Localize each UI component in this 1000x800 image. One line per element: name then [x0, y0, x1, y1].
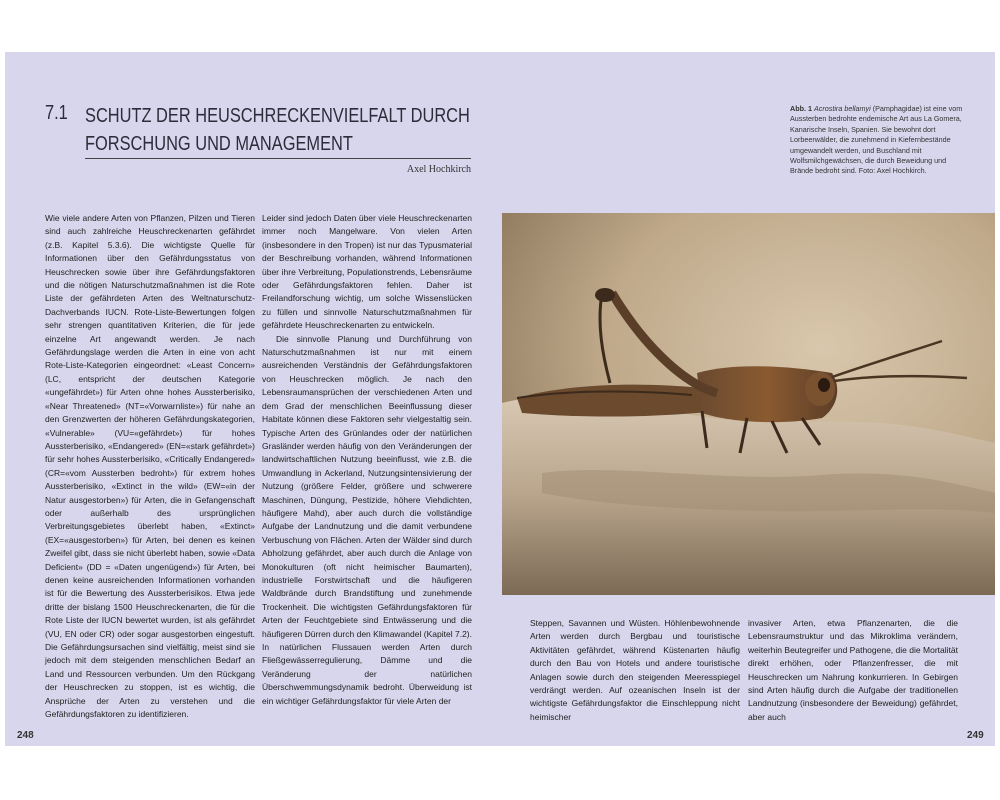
book-spread: [5, 52, 995, 746]
caption-text: (Pamphagidae) ist eine vom Aussterben bedrohte endemische Art aus La Gomera, Kanarische Inseln, Spanien. Sie bewohnt dort Lorbeerwälder, die zunehmend in Kiefernbestände umgewandelt werden, und Buschland mit Wolfsmilchgewächsen, die durch Beweidung und Brände bedroht sind. Foto: Axel Hochkirch.: [790, 104, 963, 176]
paragraph: invasiver Arten, etwa Pflanzenarten, die die Lebensraumstruktur und das Mikroklima verändern, weiterhin Beutegreifer und Pathogene, die die Mortalität direkt erhöhen, oder Pflanzenfresser, die mit Heuschrecken um Nahrung konkurrieren. In Gebirgen sind Arten häufig durch die Aufgabe der traditionellen Landnutzung (insbesondere der Beweidung) gefährdet, aber auch: [748, 618, 958, 722]
section-title-line-2: FORSCHUNG UND MANAGEMENT: [85, 133, 353, 155]
caption-species: Acrostira bellamyi: [813, 104, 871, 113]
caption-label: Abb. 1: [790, 104, 812, 113]
grasshopper-photo: [502, 213, 995, 595]
paragraph: Steppen, Savannen und Wüsten. Höhlenbewohnende Arten werden durch Bergbau und touristische Aktivitäten gefährdet, während Küstenarten häufig durch den Bau von Hotels und andere touristische Anlagen sowie durch den steigenden Meeresspiegel verdrängt werden. Auf ozeanischen Inseln ist der wichtigste Gefährdungsfaktor die Einschleppung nicht heimischer: [530, 618, 740, 722]
text-column-2: [262, 212, 472, 712]
text-column-3: [530, 617, 740, 722]
paragraph: Die sinnvolle Planung und Durchführung von Naturschutzmaßnahmen ist nur mit einem ausreichenden Verständnis der Gefährdungsfaktoren von Heuschrecken möglich. Je nach den Lebensraumansprüchen der verschiedenen Arten und dem Grad der menschlichen Beeinflussung dieser Habitate können diese Faktoren sehr vielgestaltig sein. Typische Arten des Grünlandes oder der natürlichen Grasländer werden häufig von den Veränderungen der landwirtschaftlichen Nutzung beeinflusst, wie z.B. die Umwandlung in Ackerland, Nutzungsintensivierung der Nutzung (größere Felder, größere und schwerere Maschinen, Düngung, Pestizide, höhere Viehdichten, häufigere Mahd), aber auch durch die vollständige Aufgabe der Landnutzung und die damit verbundene Verbuschung von Flächen. Arten der Wälder sind durch Abholzung gefährdet, aber auch durch die Anlage von Monokulturen (oft nicht heimischer Baumarten), industrielle Forstwirtschaft und die häufigeren Waldbrände durch Brandstiftung und zunehmende Trockenheit. Die wichtigsten Gefährdungsfaktoren für Arten der Feuchtgebiete sind Entwässerung und die häufigeren Dürren durch den Klimawandel (Kapitel 7.2). In natürlichen Flussauen werden Arten durch Fließgewässerregulierung, Dämme und die Veränderung der natürlichen Überschwemmungsdynamik bedroht. Überweidung ist ein wichtiger Gefährdungsfaktor für viele Arten der: [262, 333, 472, 706]
page-number-left: 248: [17, 730, 34, 741]
section-title: [85, 102, 470, 158]
figure-caption: [790, 104, 965, 177]
text-column-4: [748, 617, 958, 722]
title-rule: [85, 158, 471, 159]
page-number-right: 249: [967, 730, 984, 741]
section-number: 7.1: [45, 102, 68, 124]
text-column-1: [45, 212, 255, 720]
section-title-line-1: SCHUTZ DER HEUSCHRECKENVIELFALT DURCH: [85, 105, 470, 127]
paragraph: Wie viele andere Arten von Pflanzen, Pilzen und Tieren sind auch zahlreiche Heuschreckenarten gefährdet (z.B. Kapitel 5.3.6). Die wichtigste Quelle für Informationen über den Gefährdungsstatus von Heuschrecken sowie über ihre Gefährdungsfaktoren und die nötigen Naturschutzmaßnahmen ist die Rote Liste der gefährdeten Arten des Weltnaturschutz-Dachverbands IUCN. Rote-Liste-Bewertungen folgen sehr strengen quantitativen Kriterien, die für jede einzelne Art angewandt werden. Je nach Gefährdungslage werden die Arten in eine von acht Rote-Liste-Kategorien eingeordnet: «Least Concern» (LC, entspricht der deutschen Kategorie «ungefährdet») für Arten ohne hohes Aussterberisiko, «Near Threatened» (NT=«Vorwarnliste») für nahe an den Grenzwerten der höheren Gefährdungskategorien, «Vulnerable» (VU=«gefährdet») für hohes Aussterberisiko, «Endangered» (EN=«stark gefährdet») für sehr hohes Aussterberisiko, «Critically Endangered» (CR=«vom Aussterben bedroht») für extrem hohes Aussterberisiko, «Extinct in the wild» (EW=«in der Natur ausgestorben») für Arten, die in Gefangenschaft oder außerhalb des ursprünglichen Verbreitungsgebietes überlebt haben, «Extinct» (EX=«ausgestorben») für Arten, bei denen es keinen Zweifel gibt, dass sie nicht überlebt haben, sowie «Data Deficient» (DD = «Daten ungenügend») für Arten, bei denen keine ausreichenden Informationen vorhanden ist für die Bewertung des Aussterberisikos. Etwa jede dritte der bislang 1500 Heuschreckenarten, die für die Rote Liste der IUCN bewertet wurden, ist als gefährdet (VU, EN oder CR) oder sogar ausgestorben eingestuft. Die Gefährdungsursachen sind vielfältig, meist sind sie jedoch mit dem steigenden menschlichen Bedarf an Land und Ressourcen verbunden. Um den Rückgang der Heuschrecken zu stoppen, ist es wichtig, die Ansprüche der Arten zu verstehen und die Gefährdungsfaktoren zu identifizieren.: [45, 213, 255, 720]
paragraph: Leider sind jedoch Daten über viele Heuschreckenarten immer noch Mangelware. Von vielen Arten (insbesondere in den Tropen) ist nur das Typusmaterial der Beschreibung vorhanden, während Informationen über ihre Verbreitung, Populationstrends, Lebensräume oder Gefährdungsfaktoren fehlen. Daher ist Freilandforschung wichtig, um solche Wissenslücken zu füllen und sinnvolle Naturschutzmaßnahmen für gefährdete Heuschreckenarten zu entwickeln.: [262, 213, 472, 331]
author-name: Axel Hochkirch: [406, 164, 471, 175]
